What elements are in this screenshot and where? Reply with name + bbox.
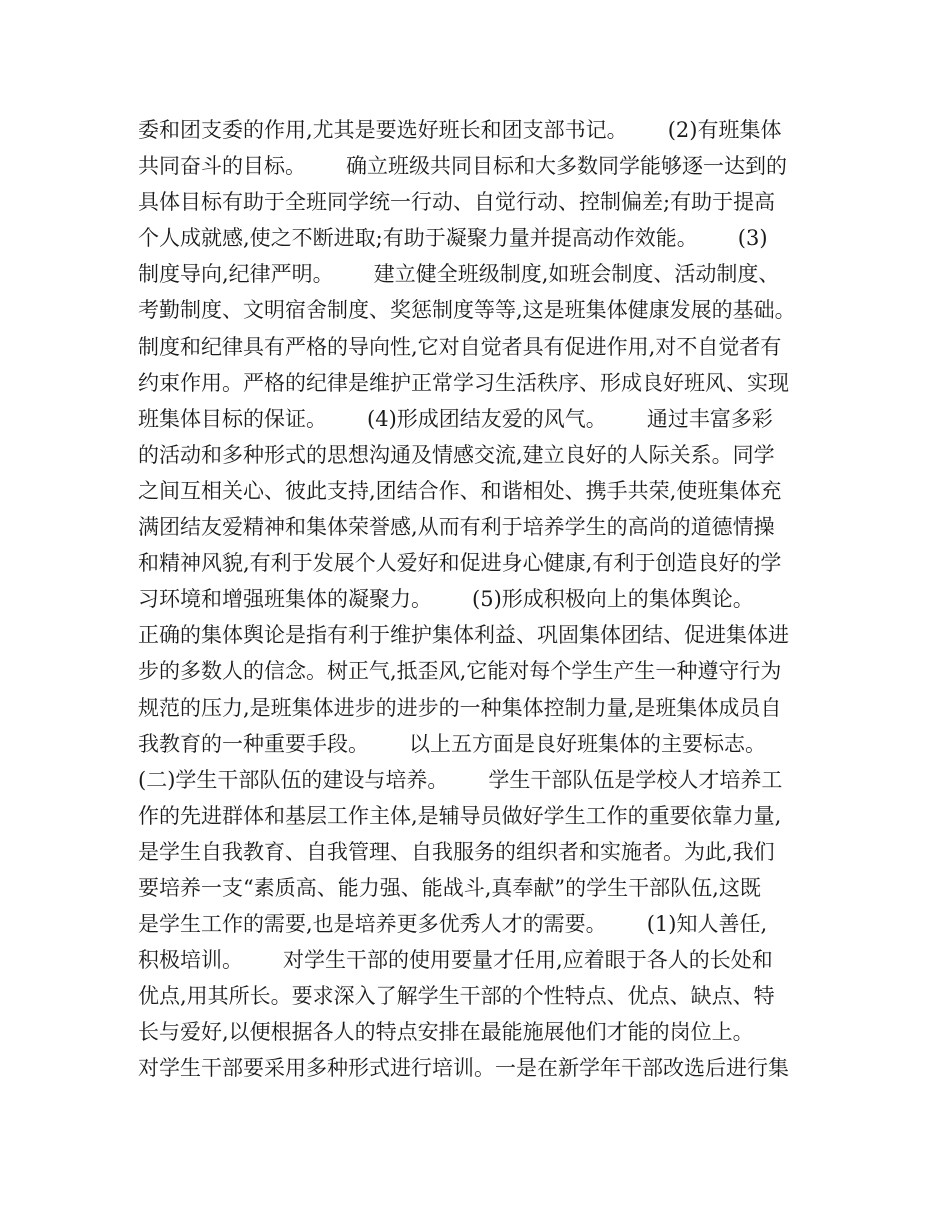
text-line: 步的多数人的信念。树正气,抵歪风,它能对每个学生产生一种遵守行为: [138, 659, 782, 684]
text-line: 制度导向,纪律严明。 建立健全班级制度,如班会制度、活动制度、: [138, 262, 780, 287]
text-line: (二)学生干部队伍的建设与培养。 学生干部队伍是学校人才培养工: [138, 767, 783, 792]
body-text: [138, 112, 838, 1087]
text-line: 长与爱好,以便根据各人的特点安排在最能施展他们才能的岗位上。: [138, 1020, 754, 1045]
text-line: 个人成就感,使之不断进取;有助于凝聚力量并提高动作效能。 (3): [138, 226, 768, 251]
text-line: 委和团支委的作用,尤其是要选好班长和团支部书记。 (2)有班集体: [138, 118, 782, 142]
text-line: 优点,用其所长。要求深入了解学生干部的个性特点、优点、缺点、特: [138, 984, 775, 1009]
text-line: 满团结友爱精神和集体荣誉感,从而有利于培养学生的高尚的道德情操: [138, 515, 775, 540]
text-line: 正确的集体舆论是指有利于维护集体利益、巩固集体团结、促进集体进: [138, 623, 789, 648]
text-line: 考勤制度、文明宿舍制度、奖惩制度等等,这是班集体健康发展的基础。: [138, 298, 796, 323]
text-line: 是学生工作的需要,也是培养更多优秀人才的需要。 (1)知人善任,: [138, 912, 768, 937]
text-line: 规范的压力,是班集体进步的进步的一种集体控制力量,是班集体成员自: [138, 695, 782, 720]
text-line: 之间互相关心、彼此支持,团结合作、和谐相处、携手共荣,使班集体充: [138, 478, 782, 503]
text-line: 约束作用。严格的纪律是维护正常学习生活秩序、形成良好班风、实现: [138, 370, 789, 395]
text-line: 具体目标有助于全班同学统一行动、自觉行动、控制偏差;有助于提高: [138, 190, 776, 215]
text-line: 制度和纪律具有严格的导向性,它对自觉者具有促进作用,对不自觉者有: [138, 334, 782, 359]
text-line: 共同奋斗的目标。 确立班级共同目标和大多数同学能够逐一达到的: [138, 154, 788, 179]
text-line: 班集体目标的保证。 (4)形成团结友爱的风气。 通过丰富多彩: [138, 406, 773, 431]
text-line: 要培养一支“素质高、能力强、能战斗,真奉献”的学生干部队伍,这既: [138, 875, 761, 900]
text-line: 积极培训。 对学生干部的使用要量才任用,应着眼于各人的长处和: [138, 948, 773, 973]
text-line: 的活动和多种形式的思想沟通及情感交流,建立良好的人际关系。同学: [138, 442, 775, 467]
text-line: 和精神风貌,有利于发展个人爱好和促进身心健康,有利于创造良好的学: [138, 551, 782, 576]
text-line: 我教育的一种重要手段。 以上五方面是良好班集体的主要标志。: [138, 731, 767, 756]
text-line: 作的先进群体和基层工作主体,是辅导员做好学生工作的重要依靠力量,: [138, 803, 782, 828]
text-line: 习环境和增强班集体的凝聚力。 (5)形成积极向上的集体舆论。: [138, 587, 754, 612]
text-line: 是学生自我教育、自我管理、自我服务的组织者和实施者。为此,我们: [138, 839, 775, 864]
text-line: 对学生干部要采用多种形式进行培训。一是在新学年干部改选后进行集: [138, 1056, 789, 1081]
